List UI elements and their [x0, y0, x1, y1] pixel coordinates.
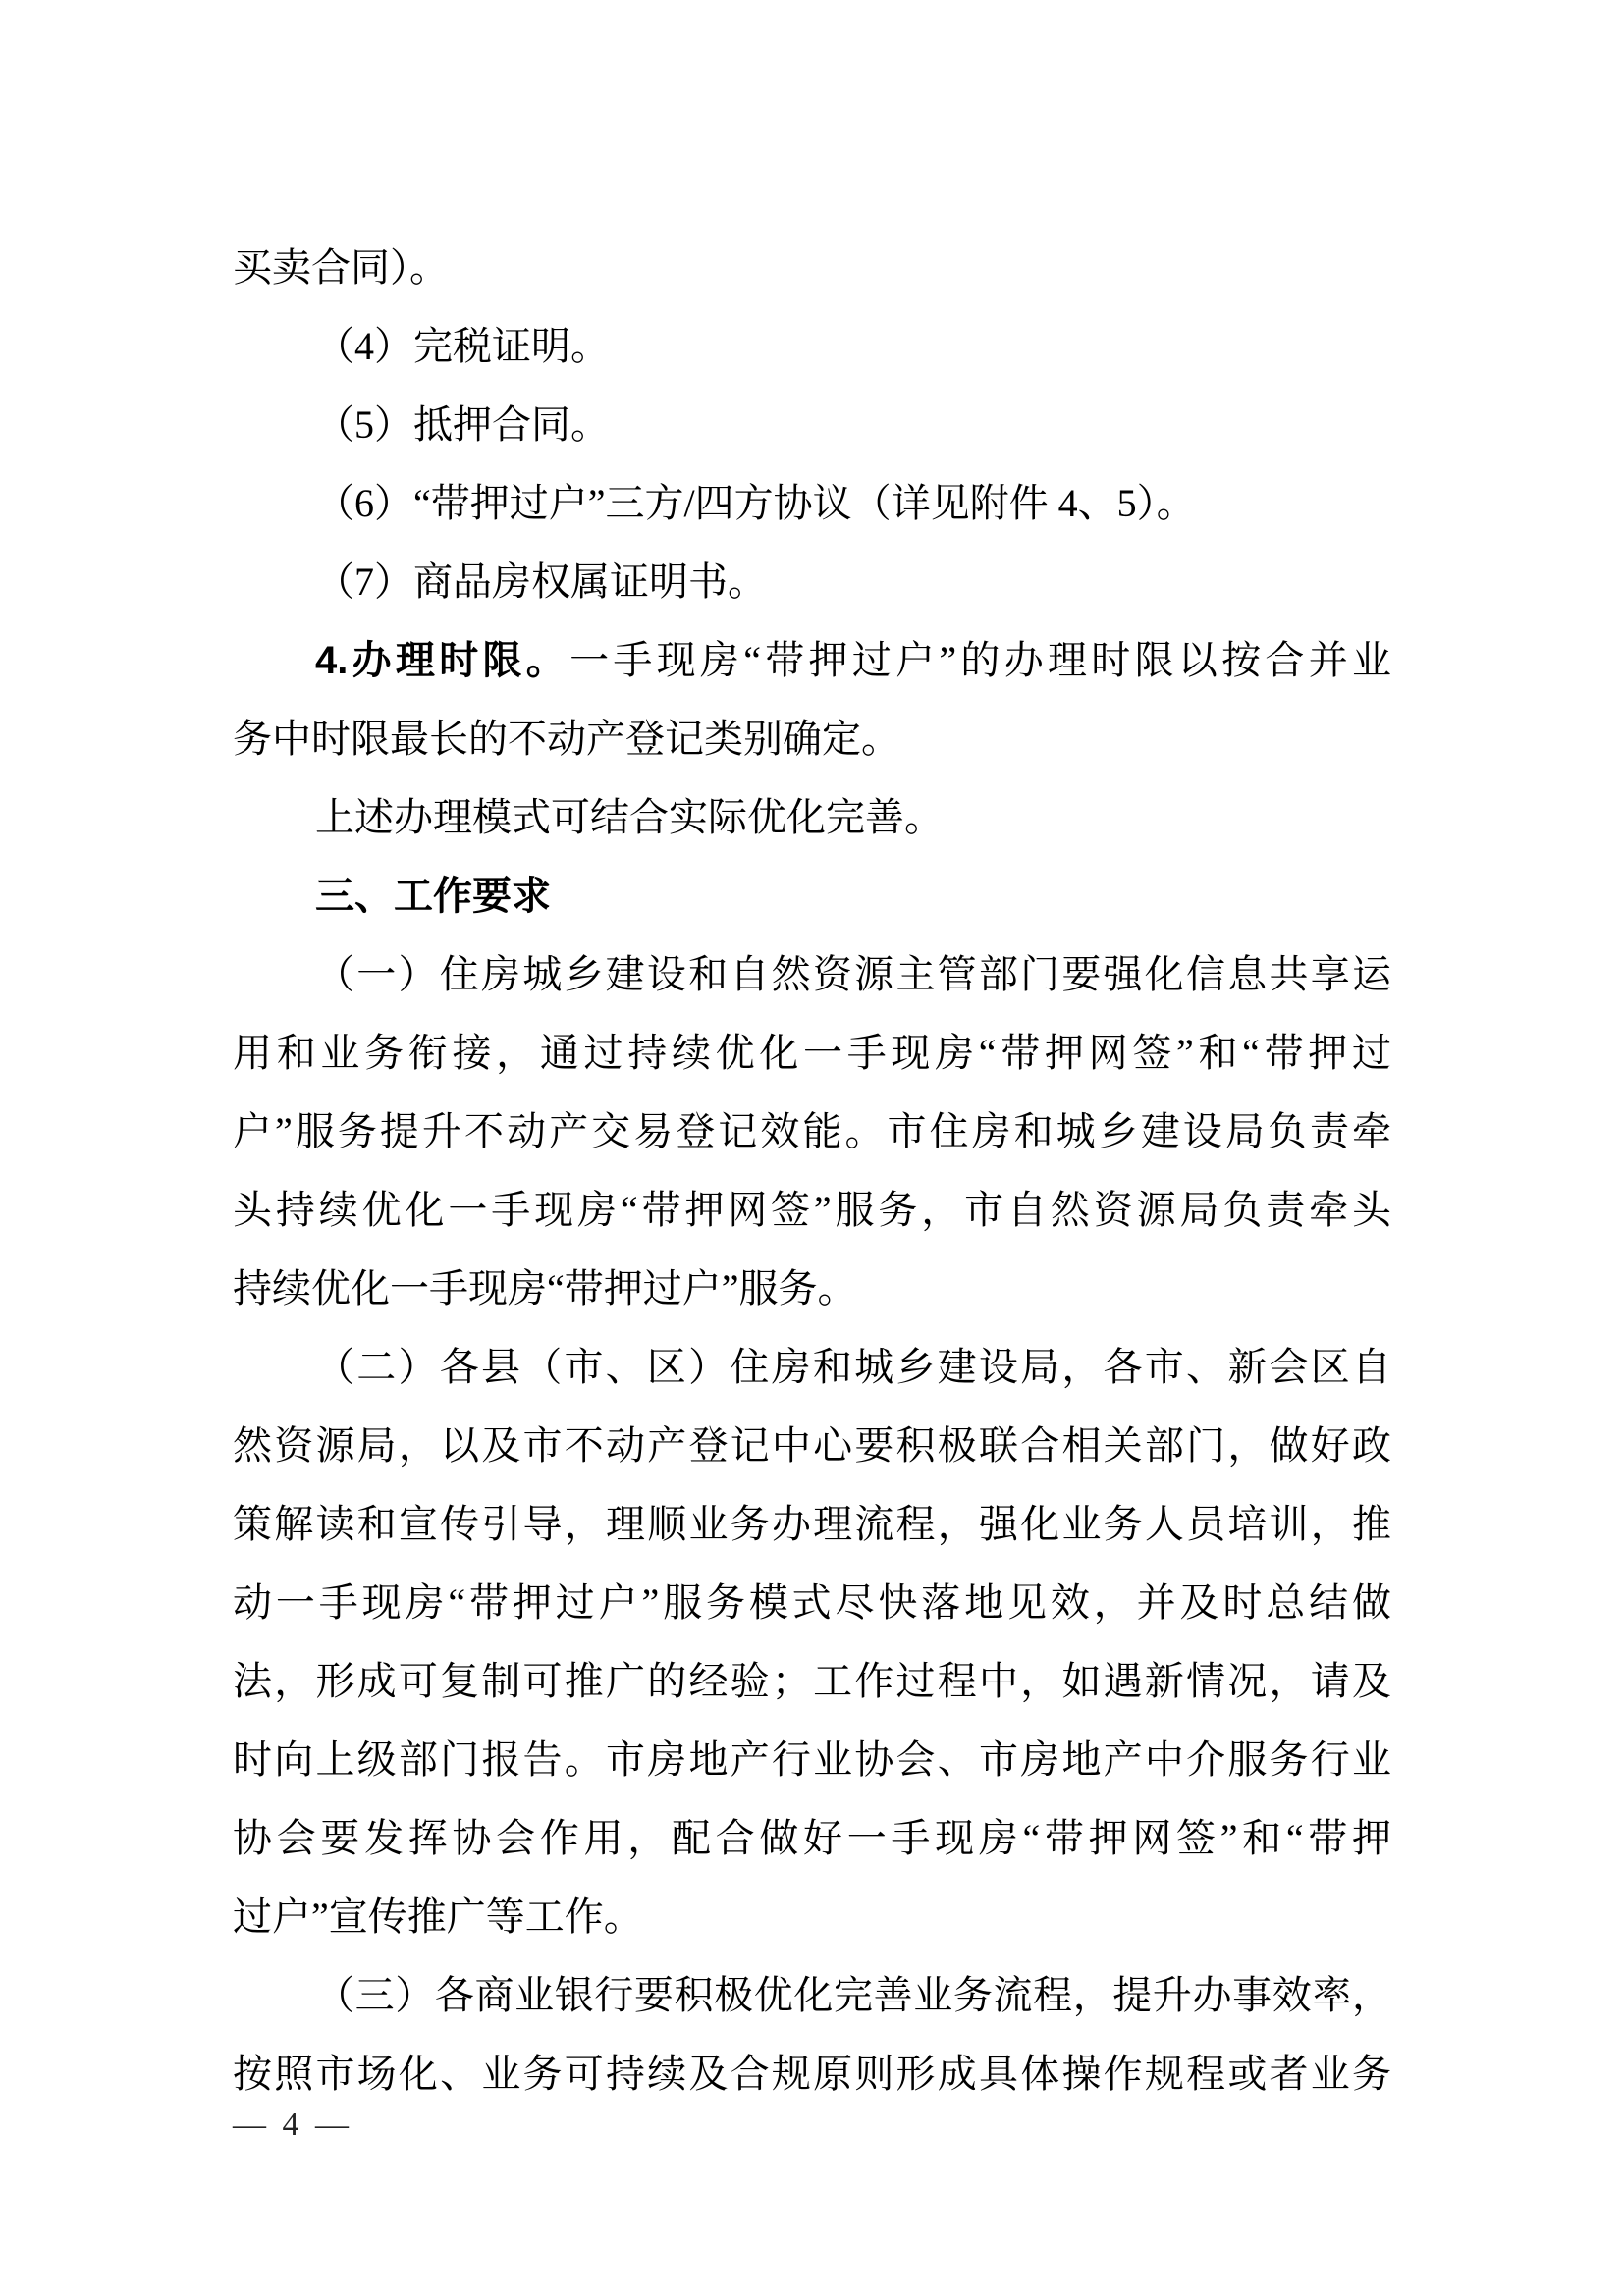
text-line: 动一手现房“带押过户”服务模式尽快落地见效，并及时总结做: [233, 1580, 1391, 1625]
text-line: （4）完税证明。: [315, 324, 610, 368]
text-line: （6）“带押过户”三方/四方协议（详见附件 4、5）。: [315, 481, 1196, 525]
text-line: 头持续优化一手现房“带押网签”服务，市自然资源局负责牵头: [233, 1188, 1391, 1232]
text-line: 按照市场化、业务可持续及合规原则形成具体操作规程或者业务: [233, 2052, 1391, 2096]
text-line: 策解读和宣传引导，理顺业务办理流程，强化业务人员培训，推: [233, 1502, 1391, 1546]
text-line: [233, 621, 1391, 700]
section-heading: 三、工作要求: [315, 875, 551, 918]
text-line: 用和业务衔接，通过持续优化一手现房“带押网签”和“带押过: [233, 1031, 1391, 1075]
text-line: 过户”宣传推广等工作。: [233, 1895, 643, 1939]
page-number: — 4 —: [233, 2107, 352, 2143]
text-line: （一）住房城乡建设和自然资源主管部门要强化信息共享运: [315, 952, 1391, 996]
text-line: 法，形成可复制可推广的经验；工作过程中，如遇新情况，请及: [233, 1659, 1391, 1703]
text-line: （5）抵押合同。: [315, 402, 610, 447]
document-body: [233, 229, 1391, 2113]
text-run: 一手现房“带押过户”的办理时限以按合并业: [569, 638, 1392, 682]
text-line: 持续优化一手现房“带押过户”服务。: [233, 1266, 857, 1310]
bold-run: 4.办理时限。: [315, 639, 570, 682]
text-line: 然资源局，以及市不动产登记中心要积极联合相关部门，做好政: [233, 1423, 1391, 1468]
text-line: 协会要发挥协会作用，配合做好一手现房“带押网签”和“带押: [233, 1816, 1391, 1860]
text-line: 时向上级部门报告。市房地产行业协会、市房地产中介服务行业: [233, 1737, 1391, 1782]
text-line: （三）各商业银行要积极优化完善业务流程，提升办事效率，: [315, 1973, 1391, 2017]
text-line: 买卖合同）。: [233, 245, 449, 290]
text-line: （7）商品房权属证明书。: [315, 560, 767, 604]
text-line: 务中时限最长的不动产登记类别确定。: [233, 717, 900, 761]
text-line: （二）各县（市、区）住房和城乡建设局，各市、新会区自: [315, 1345, 1391, 1389]
text-line: 上述办理模式可结合实际优化完善。: [315, 795, 944, 839]
text-line: 户”服务提升不动产交易登记效能。市住房和城乡建设局负责牵: [233, 1109, 1391, 1153]
